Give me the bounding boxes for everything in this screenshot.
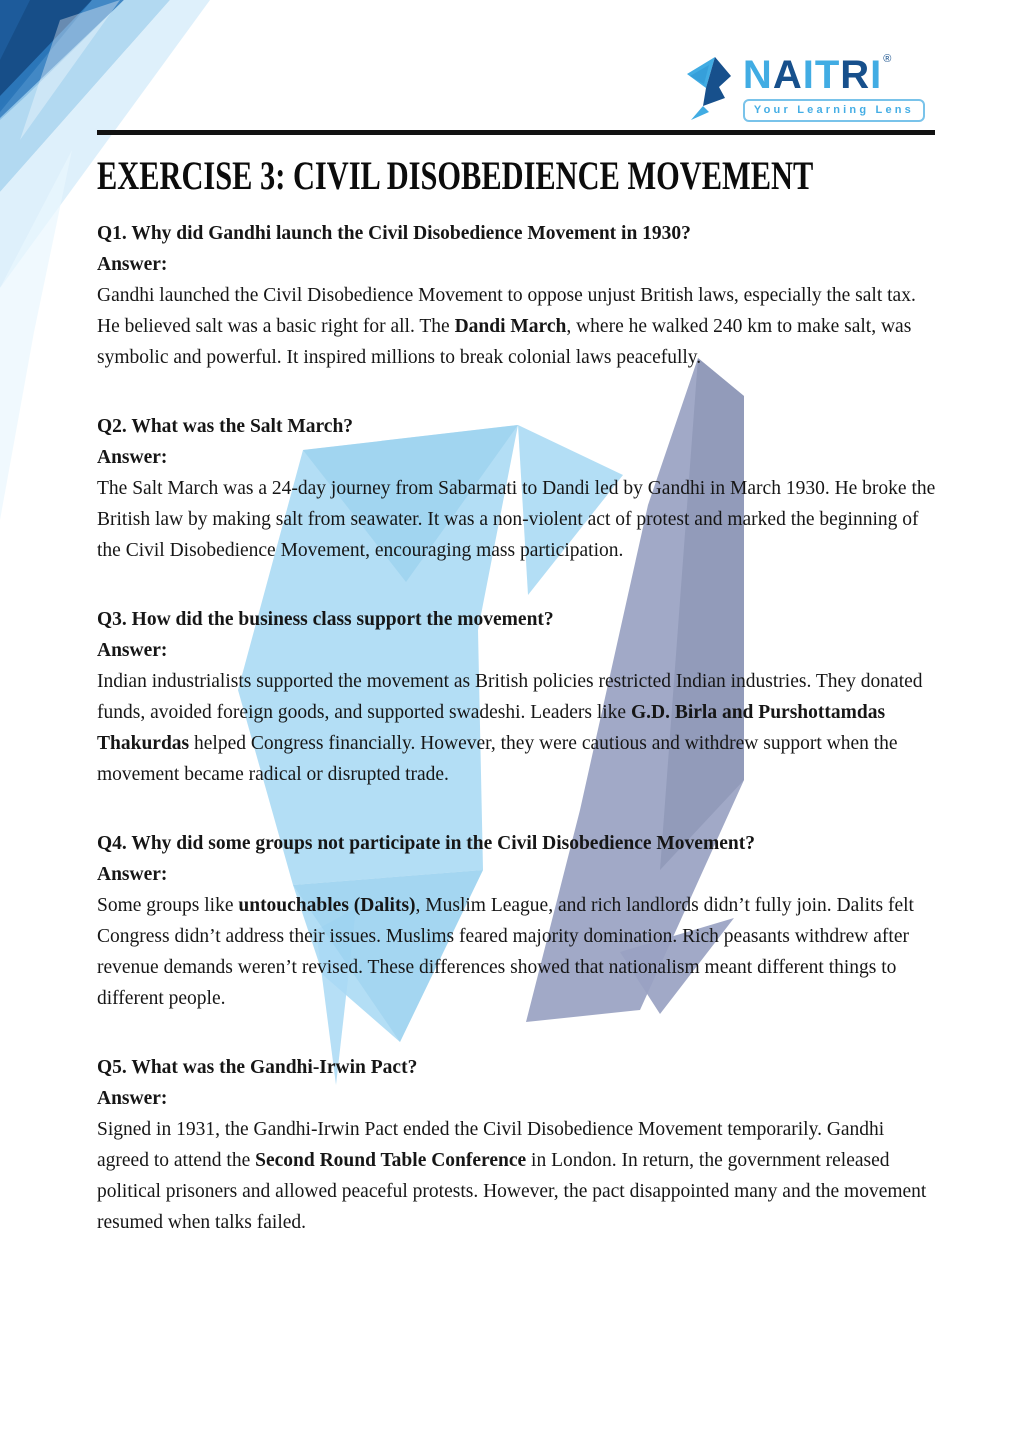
brand-name: NAITRI [742,53,883,97]
header-divider-rule [97,130,935,135]
qa-block-5 [97,1052,937,1238]
answer-text: Indian industrialists supported the movement as British policies restricted Indian industries. They donated funds, avoided foreign goods, and supported swadeshi. Leaders like G.D. Birla and Purshottamdas Thakurdas helped Congress financially. However, they were cautious and withdrew support when the movement became radical or disrupted trade. [97,671,923,785]
question-text: Q2. What was the Salt March? [97,416,354,437]
answer-text: Signed in 1931, the Gandhi-Irwin Pact ended the Civil Disobedience Movement temporarily. Gandhi agreed to attend the Second Round Table Conference in London. In return, the government released political prisoners and allowed peaceful protests. However, the pact disappointed many and the movement resumed when talks failed. [97,1119,927,1233]
answer-text: The Salt March was a 24-day journey from Sabarmati to Dandi led by Gandhi in March 1930. He broke the British law by making salt from seawater. It was a non-violent act of protest and marked the beginning of the Civil Disobedience Movement, encouraging mass participation. [97,478,936,561]
answer-label: Answer: [97,640,168,661]
naitri-logo [675,54,925,124]
brand-tagline: Your Learning Lens [743,99,925,122]
qa-block-4 [97,828,937,1014]
question-text: Q5. What was the Gandhi-Irwin Pact? [97,1057,418,1078]
page-title: EXERCISE 3: CIVIL DISOBEDIENCE MOVEMENT [97,153,814,198]
qa-block-1 [97,218,937,373]
answer-label: Answer: [97,254,168,275]
qa-block-2 [97,411,937,566]
registered-trademark-symbol: ® [883,53,892,65]
answer-label: Answer: [97,1088,168,1109]
answer-text: Some groups like untouchables (Dalits), Muslim League, and rich landlords didn’t fully join. Dalits felt Congress didn’t address their issues. Muslims feared majority domination. Rich peasants withdrew after revenue demands weren’t revised. These differences showed that nationalism meant different things to different people. [97,895,914,1009]
question-text: Q1. Why did Gandhi launch the Civil Disobedience Movement in 1930? [97,223,691,244]
answer-text: Gandhi launched the Civil Disobedience Movement to oppose unjust British laws, especially the salt tax. He believed salt was a basic right for all. The Dandi March, where he walked 240 km to make salt, was symbolic and powerful. It inspired millions to break colonial laws peacefully. [97,285,916,368]
question-text: Q3. How did the business class support the movement? [97,609,554,630]
naitri-bird-icon [675,54,733,124]
qa-block-3 [97,604,937,790]
answer-label: Answer: [97,864,168,885]
answer-label: Answer: [97,447,168,468]
document-content [97,153,937,1276]
question-text: Q4. Why did some groups not participate in the Civil Disobedience Movement? [97,833,755,854]
